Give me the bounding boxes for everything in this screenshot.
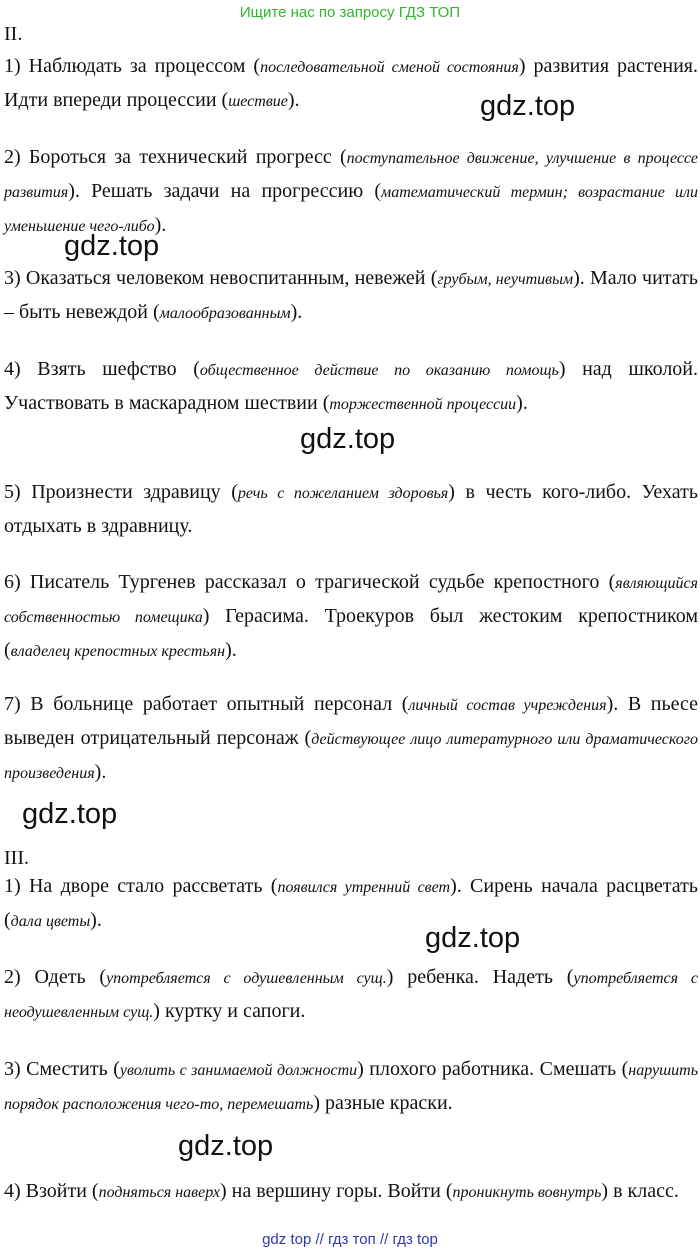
list-item: 3) Оказаться человеком невоспитанным, невежей (грубым, неучтивым). Мало читать – быть невеждой (малообразованным). [4, 267, 698, 323]
footer-separator: // [315, 1231, 324, 1248]
footer-separator: // [379, 1231, 389, 1248]
watermark: gdz.top [300, 423, 396, 455]
footer-link[interactable]: gdz top [262, 1231, 312, 1248]
watermark: gdz.top [178, 1130, 274, 1162]
section-heading-ii: II. [4, 23, 23, 45]
footer-links [0, 1231, 700, 1249]
section-heading-iii: III. [4, 847, 29, 869]
watermark: gdz.top [64, 230, 160, 262]
list-item: 2) Одеть (употребляется с одушевленным сущ.) ребенка. Надеть (употребляется с неодушевленным сущ.) куртку и сапоги. [4, 966, 698, 1022]
footer-link[interactable]: гдз top [392, 1231, 438, 1248]
watermark: gdz.top [480, 90, 576, 122]
search-hint-banner[interactable]: Ищите нас по запросу ГДЗ ТОП [239, 4, 461, 21]
list-item: 4) Взять шефство (общественное действие по оказанию помощь) над школой. Участвовать в маскарадном шествии (торжественной процессии). [4, 358, 698, 414]
footer-link[interactable]: гдз топ [328, 1231, 376, 1248]
list-item: 5) Произнести здравицу (речь с пожеланием здоровья) в честь кого-либо. Уехать отдыхать в здравницу. [4, 481, 698, 537]
watermark: gdz.top [22, 798, 118, 830]
list-item: 3) Сместить (уволить с занимаемой должности) плохого работника. Смешать (нарушить порядок расположения чего-то, перемешать) разные краски. [4, 1058, 699, 1114]
list-item: 1) На дворе стало рассветать (появился утренний свет). Сирень начала расцветать (дала цветы). [4, 875, 699, 931]
list-item: 6) Писатель Тургенев рассказал о трагической судьбе крепостного (являющийся собственностью помещика) Герасима. Троекуров был жестоким крепостником (владелец крепостных крестьян). [4, 571, 698, 661]
list-item: 7) В больнице работает опытный персонал (личный состав учреждения). В пьесе выведен отрицательный персонаж (действующее лицо литературного или драматического произведения). [4, 693, 699, 783]
watermark: gdz.top [425, 922, 521, 954]
list-item: 4) Взойти (подняться наверх) на вершину горы. Войти (проникнуть вовнутрь) в класс. [4, 1180, 679, 1202]
list-item: 1) Наблюдать за процессом (последовательной сменой состояния) развития растения. Идти впереди процессии (шествие). [4, 55, 699, 111]
list-item: 2) Бороться за технический прогресс (поступательное движение, улучшение в процессе развития). Решать задачи на прогрессию (математический термин; возрастание или уменьшение чего-либо). [4, 146, 699, 236]
